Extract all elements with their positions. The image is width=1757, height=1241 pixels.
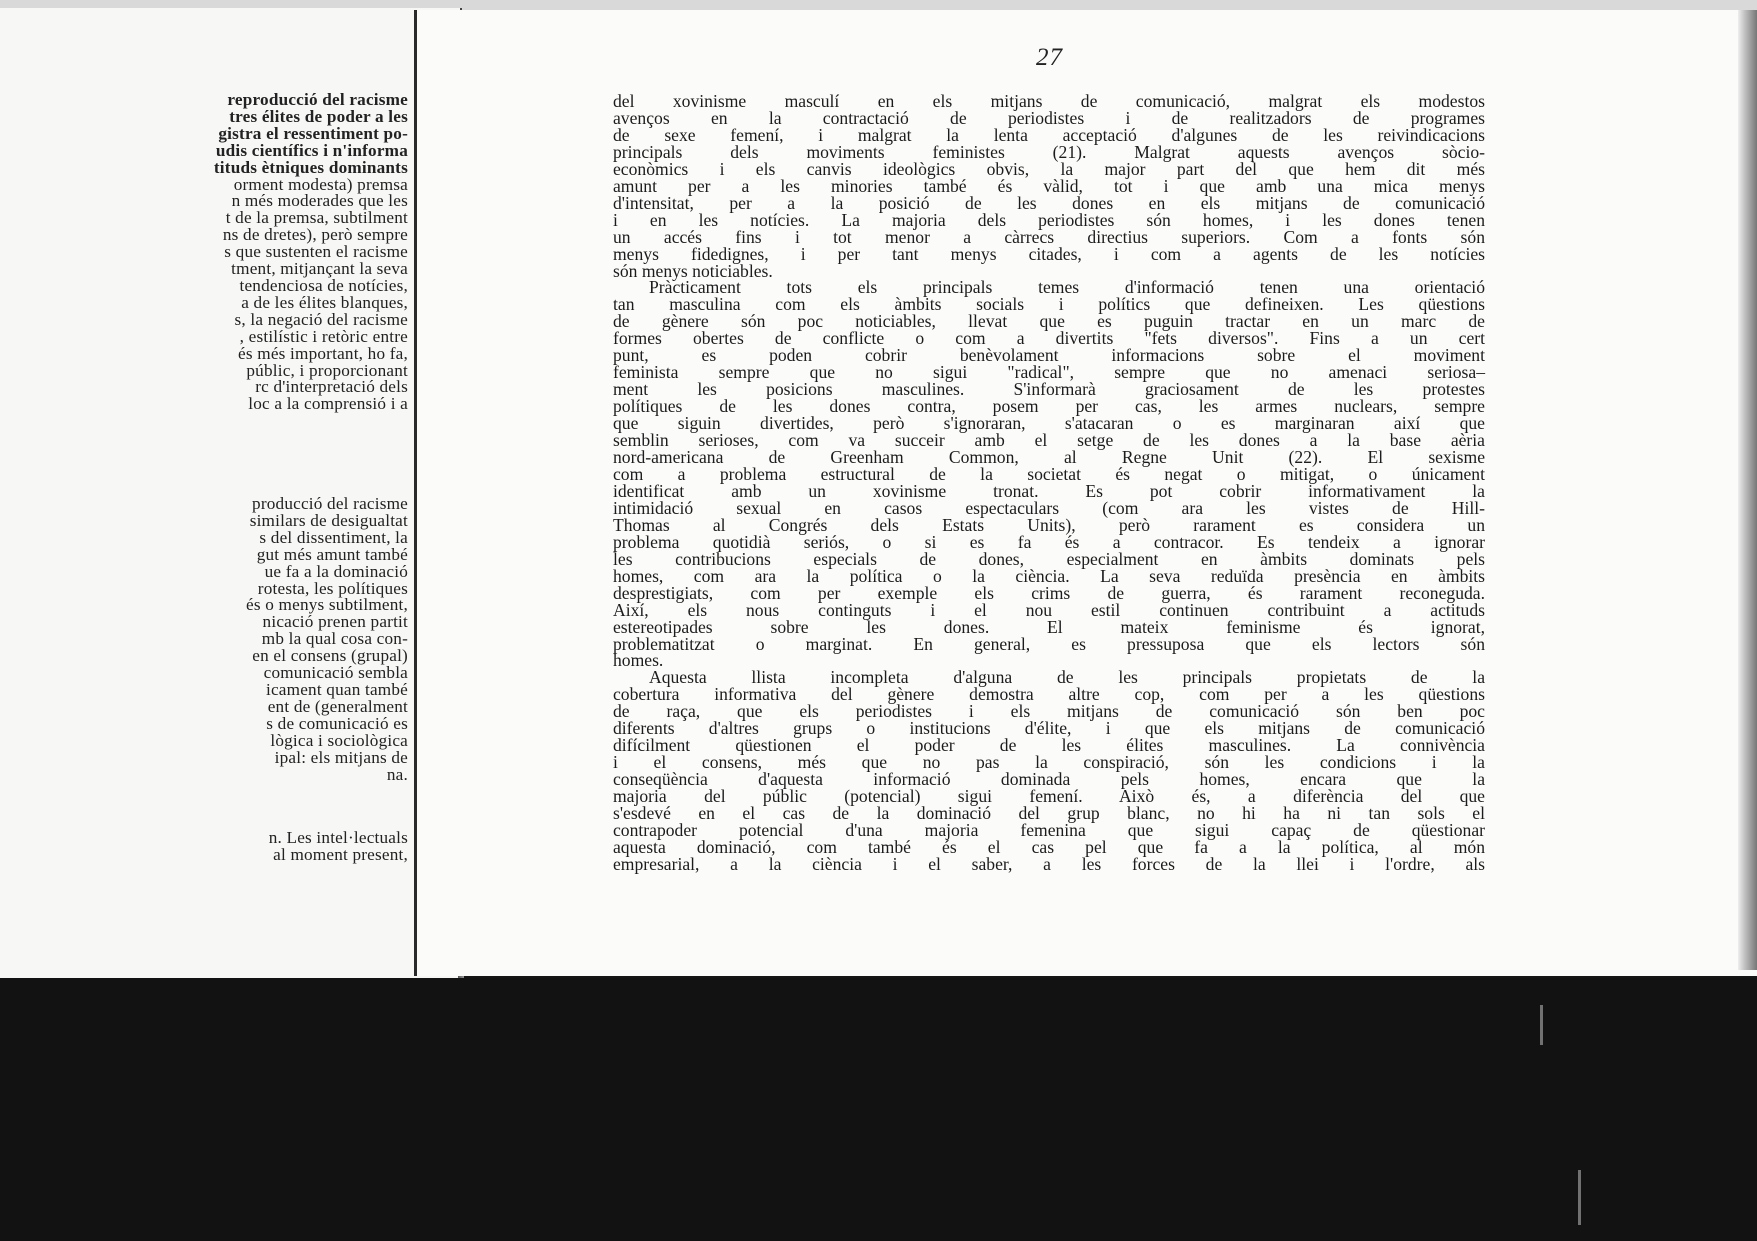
text-line: intimidació sexual en casos espectaculars (com ara les vistes de Hill- [613,497,1485,518]
text-line: tres élites de poder a les [229,106,408,126]
text-line: similars de desigualtat [249,510,408,530]
text-line: del xovinisme masculí en els mitjans de comunicació, malgrat els modestos [613,91,1485,111]
text-line: polítiques de les dones contra, posem per cas, les armes nuclears, sempre [613,396,1485,417]
text-line: nord-americana de Greenham Common, al Regne Unit (22). El sexisme [613,447,1485,468]
text-line: ns de dretes), però sempre [222,225,408,245]
text-line: rc d'interpretació dels [255,377,408,397]
text-line: Pràcticament tots els principals temes d'informació tenen una orientació [649,277,1485,298]
text-line: semblin serioses, com va succeir amb el setge de les dones a la base aèria [613,430,1485,451]
text-line: de raça, que els periodistes i els mitjans de comunicació són ben poc [613,701,1485,722]
scan-streak [1540,1005,1543,1045]
text-line: mb la qual cosa con- [261,629,408,649]
text-line: identificat amb un xovinisme tronat. Es pot cobrir informativament la [613,480,1485,501]
text-line: públic, i proporcionant [246,360,408,380]
text-line: i en les notícies. La majoria dels periodistes són homes, i les dones tenen [613,209,1485,230]
text-line: s de comunicació es [266,713,408,733]
text-line: tendenciosa de notícies, [239,275,408,295]
text-line: gistra el ressentiment po- [218,123,408,143]
text-line: que siguin divertides, però s'ignoraran, s'atacaran o es marginaran així que [613,413,1485,434]
text-line: d'intensitat, per a la posició de les dones en els mitjans de comunicació [613,192,1485,213]
text-line: Aquesta llista incompleta d'alguna de les principals propietats de la [649,667,1485,688]
text-line: i el consens, més que no pas la conspiració, són les condicions i la [613,752,1485,773]
text-line: com a problema estructural de la societat és negat o mitigat, o únicament [613,463,1485,484]
text-line: tituds ètniques dominants [213,157,408,177]
text-line: ent de (generalment [267,696,408,716]
text-line: Així, els nous continguts i el nou estil continuen contribuint a actituds [613,599,1485,620]
text-line: producció del racisme [252,494,408,513]
text-line: lògica i sociològica [270,730,408,750]
text-line: feminista sempre que no sigui "radical", sempre que no amenaci seriosa– [613,362,1485,383]
text-line: principals dels moviments feministes (21). Malgrat aquests avenços sòcio- [613,141,1485,162]
text-line: desprestigiats, com per exemple els crims de guerra, és rarament reconeguda. [613,582,1485,603]
text-line: nicació prenen partit [262,612,408,632]
text-line: gut més amunt també [256,544,408,564]
left-paragraph-2 [246,496,408,783]
text-line: na. [386,764,408,784]
text-line: homes, com ara la política o la ciència. La seva reduïda presència en àmbits [613,565,1485,586]
text-line: és més important, ho fa, [238,343,408,363]
page-edge-shadow [1738,10,1757,970]
text-line: en el consens (grupal) [252,646,408,666]
text-line: econòmics i els canvis ideològics obvis, la major part del que hem dit més [613,158,1485,179]
text-line: avenços en la contractació de periodistes i de realitzadors de programes [613,107,1485,128]
text-line: tan masculina com els àmbits socials i polítics que defineixen. Les qüestions [613,294,1485,315]
text-line: contrapoder potencial d'una majoria femenina que sigui capaç de qüestionar [613,819,1485,840]
text-line: punt, es poden cobrir benèvolament informacions sobre el moviment [613,345,1485,366]
text-line: majoria del públic (potencial) sigui femení. Això és, a diferència del que [613,786,1485,807]
text-line: les contribucions especials de dones, especialment en àmbits dominats pels [613,548,1485,569]
text-line: són menys noticiables. [613,260,773,281]
text-line: problema quotidià seriós, o si es fa és a contracor. Es tendeix a ignorar [613,531,1485,552]
text-line: aquesta dominació, com també és el cas pel que fa a la política, al món [613,836,1485,857]
text-line: s'esdevé en el cas de la dominació del grup blanc, no hi ha ni tan sols el [613,803,1485,824]
text-line: diferents d'altres grups o institucions d'élite, i que els mitjans de comunicació [613,718,1485,739]
text-line: problematitzat o marginat. En general, es pressuposa que els lectors són [613,633,1485,654]
text-line: formes obertes de conflicte o com a divertits "fets diversos". Fins a un cert [613,328,1485,349]
text-line: tment, mitjançant la seva [231,259,408,279]
text-line: s, la negació del racisme [234,309,408,329]
text-line: comunicació sembla [263,663,408,683]
text-line: empresarial, a la ciència i el saber, a les forces de la llei i l'ordre, als [613,853,1485,874]
text-line: un accés fins i tot menor a càrrecs directius superiors. Com a fonts són [613,226,1485,247]
text-line: estereotipades sobre les dones. El mateix feminisme és ignorat, [613,616,1485,637]
page-number: 27 [1036,44,1063,71]
text-line: al moment present, [273,844,408,864]
text-line: és o menys subtilment, [246,595,408,615]
text-line: rotesta, les polítiques [257,578,408,598]
text-line: cobertura informativa del gènere demostra altre cop, com per a les qüestions [613,684,1485,705]
text-line: de sexe femení, i malgrat la lenta acceptació d'algunes de les reivindicacions [613,124,1485,145]
left-paragraph-1 [214,92,408,413]
text-line: s del dissentiment, la [259,527,408,547]
text-line: homes. [613,650,664,671]
text-line: difícilment qüestionen el poder de les élites masculines. La connivència [613,735,1485,756]
text-line: conseqüència d'aquesta informació dominada pels homes, encara que la [613,769,1485,790]
text-line: a de les élites blanques, [241,292,408,312]
text-line: loc a la comprensió i a [248,394,408,414]
text-line: n. Les intel·lectuals [268,828,408,847]
body-text [613,93,1485,873]
text-line: menys fidedignes, i per tant menys citades, i com a agents de les notícies [613,243,1485,264]
text-line: ipal: els mitjans de [274,747,408,767]
text-line: icament quan també [266,679,408,699]
text-line: orment modesta) premsa [233,174,408,194]
scanner-bottom-bed [0,978,1757,1241]
text-line: ue fa a la dominació [264,561,408,581]
text-line: s que sustenten el racisme [224,242,408,262]
text-line: de gènere són poc noticiables, llevat que es puguin tractar en un marc de [613,311,1485,332]
text-line: reproducció del racisme [227,90,408,109]
scan-streak [1578,1170,1581,1225]
text-line: Thomas al Congrés dels Estats Units), però rarament es considera un [613,514,1485,535]
text-line: n més moderades que les [231,191,408,211]
text-line: , estilístic i retòric entre [239,326,408,346]
text-line: amunt per a les minories també és vàlid, tot i que amb una mica menys [613,175,1485,196]
left-paragraph-3 [269,830,408,864]
text-line: udis científics i n'informa [215,140,408,160]
text-line: t de la premsa, subtilment [225,208,408,228]
text-line: ment les posicions masculines. S'informarà graciosament de les protestes [613,379,1485,400]
left-page [0,8,462,985]
